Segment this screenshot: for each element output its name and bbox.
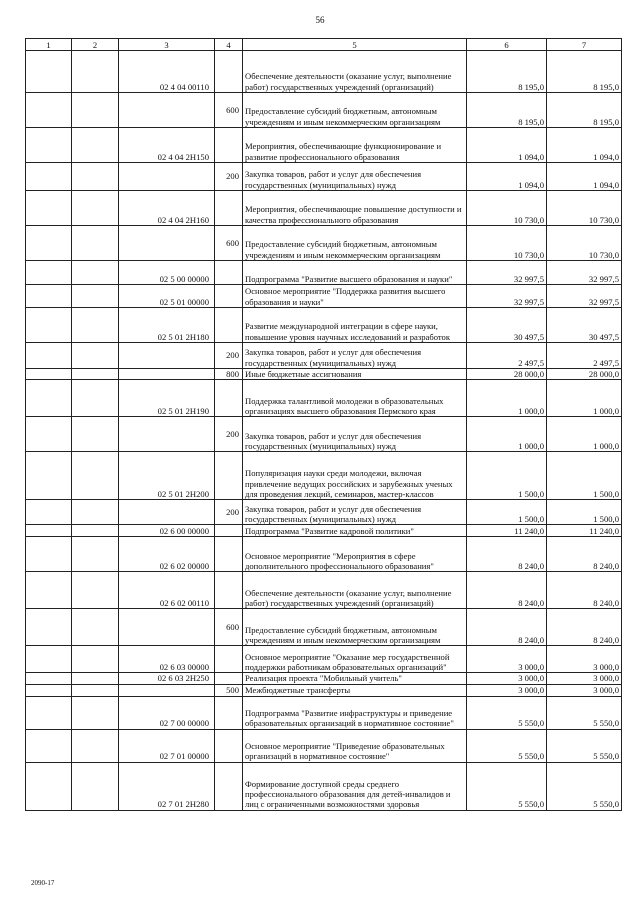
cell-amount-2: 3 000,0 bbox=[547, 684, 622, 696]
cell-amount-1: 1 500,0 bbox=[467, 500, 547, 525]
cell-col-2 bbox=[72, 226, 119, 261]
cell-amount-1: 28 000,0 bbox=[467, 369, 547, 380]
cell-code: 02 6 02 00110 bbox=[119, 572, 215, 609]
cell-expense-type: 200 bbox=[215, 343, 243, 369]
cell-amount-2: 32 997,5 bbox=[547, 285, 622, 308]
cell-col-2 bbox=[72, 673, 119, 684]
cell-expense-type bbox=[215, 261, 243, 285]
cell-code bbox=[119, 93, 215, 128]
cell-col-2 bbox=[72, 261, 119, 285]
cell-col-1 bbox=[26, 525, 72, 537]
cell-col-1 bbox=[26, 646, 72, 673]
table-row bbox=[26, 684, 622, 696]
cell-expense-type bbox=[215, 572, 243, 609]
cell-expense-type bbox=[215, 51, 243, 93]
cell-code bbox=[119, 684, 215, 696]
cell-name: Закупка товаров, работ и услуг для обеспечения государственных (муниципальных) нужд bbox=[243, 163, 467, 191]
cell-name: Основное мероприятие "Мероприятия в сфере дополнительного профессионального образования" bbox=[243, 537, 467, 572]
header-col-1: 1 bbox=[26, 39, 72, 51]
cell-amount-1: 5 550,0 bbox=[467, 729, 547, 762]
cell-name: Популяризация науки среди молодежи, включая привлечение ведущих российских и зарубежных ученых для проведения лекций, семинаров, мастер-классов bbox=[243, 452, 467, 500]
table-row bbox=[26, 500, 622, 525]
cell-col-1 bbox=[26, 261, 72, 285]
cell-code: 02 5 01 2Н180 bbox=[119, 308, 215, 343]
cell-code: 02 5 01 2Н200 bbox=[119, 452, 215, 500]
cell-col-2 bbox=[72, 51, 119, 93]
cell-name: Формирование доступной среды среднего профессионального образования для детей-инвалидов и лиц с ограниченными возможностями здоровья bbox=[243, 762, 467, 810]
cell-col-2 bbox=[72, 163, 119, 191]
cell-expense-type: 500 bbox=[215, 684, 243, 696]
cell-amount-1: 11 240,0 bbox=[467, 525, 547, 537]
page-number: 56 bbox=[315, 15, 325, 25]
cell-amount-1: 1 000,0 bbox=[467, 417, 547, 452]
cell-amount-1: 32 997,5 bbox=[467, 261, 547, 285]
cell-col-2 bbox=[72, 380, 119, 417]
cell-code bbox=[119, 609, 215, 646]
cell-col-1 bbox=[26, 609, 72, 646]
cell-amount-1: 5 550,0 bbox=[467, 696, 547, 729]
table-row bbox=[26, 762, 622, 810]
table-row bbox=[26, 369, 622, 380]
cell-amount-1: 1 000,0 bbox=[467, 380, 547, 417]
cell-amount-2: 5 550,0 bbox=[547, 729, 622, 762]
cell-amount-2: 8 195,0 bbox=[547, 51, 622, 93]
cell-col-1 bbox=[26, 537, 72, 572]
cell-expense-type bbox=[215, 380, 243, 417]
cell-code bbox=[119, 163, 215, 191]
cell-amount-1: 10 730,0 bbox=[467, 191, 547, 226]
cell-col-2 bbox=[72, 308, 119, 343]
cell-code bbox=[119, 226, 215, 261]
cell-amount-2: 11 240,0 bbox=[547, 525, 622, 537]
cell-col-1 bbox=[26, 380, 72, 417]
cell-expense-type bbox=[215, 646, 243, 673]
cell-code: 02 4 04 2Н150 bbox=[119, 128, 215, 163]
cell-code: 02 6 03 00000 bbox=[119, 646, 215, 673]
cell-code bbox=[119, 369, 215, 380]
cell-amount-1: 3 000,0 bbox=[467, 684, 547, 696]
cell-expense-type bbox=[215, 308, 243, 343]
cell-col-2 bbox=[72, 525, 119, 537]
cell-col-2 bbox=[72, 93, 119, 128]
cell-expense-type bbox=[215, 128, 243, 163]
cell-name: Предоставление субсидий бюджетным, автономным учреждениям и иным некоммерческим организациям bbox=[243, 226, 467, 261]
cell-col-1 bbox=[26, 369, 72, 380]
cell-name: Основное мероприятие "Приведение образовательных организаций в нормативное состояние" bbox=[243, 729, 467, 762]
cell-name: Обеспечение деятельности (оказание услуг, выполнение работ) государственных учреждений (организаций) bbox=[243, 572, 467, 609]
cell-amount-1: 3 000,0 bbox=[467, 673, 547, 684]
cell-name: Основное мероприятие "Поддержка развития высшего образования и науки" bbox=[243, 285, 467, 308]
cell-amount-1: 8 240,0 bbox=[467, 609, 547, 646]
table-row bbox=[26, 646, 622, 673]
cell-amount-1: 8 240,0 bbox=[467, 537, 547, 572]
cell-amount-2: 8 240,0 bbox=[547, 609, 622, 646]
cell-col-1 bbox=[26, 684, 72, 696]
cell-amount-2: 30 497,5 bbox=[547, 308, 622, 343]
cell-col-2 bbox=[72, 572, 119, 609]
cell-name: Иные бюджетные ассигнования bbox=[243, 369, 467, 380]
table-row bbox=[26, 308, 622, 343]
table-row bbox=[26, 380, 622, 417]
cell-expense-type: 600 bbox=[215, 93, 243, 128]
cell-amount-2: 32 997,5 bbox=[547, 261, 622, 285]
cell-expense-type bbox=[215, 537, 243, 572]
cell-col-1 bbox=[26, 93, 72, 128]
cell-code bbox=[119, 500, 215, 525]
table-body bbox=[26, 51, 622, 811]
cell-col-1 bbox=[26, 452, 72, 500]
cell-code: 02 6 03 2Н250 bbox=[119, 673, 215, 684]
cell-expense-type bbox=[215, 762, 243, 810]
budget-table bbox=[25, 38, 622, 811]
cell-name: Предоставление субсидий бюджетным, автономным учреждениям и иным некоммерческим организациям bbox=[243, 93, 467, 128]
cell-col-1 bbox=[26, 762, 72, 810]
cell-name: Подпрограмма "Развитие инфраструктуры и приведение образовательных организаций в нормативное состояние" bbox=[243, 696, 467, 729]
cell-col-2 bbox=[72, 696, 119, 729]
cell-code: 02 7 00 00000 bbox=[119, 696, 215, 729]
table-row bbox=[26, 93, 622, 128]
cell-name: Реализация проекта "Мобильный учитель" bbox=[243, 673, 467, 684]
cell-col-2 bbox=[72, 285, 119, 308]
cell-col-1 bbox=[26, 191, 72, 226]
table-row bbox=[26, 261, 622, 285]
cell-amount-2: 1 000,0 bbox=[547, 380, 622, 417]
cell-amount-2: 8 240,0 bbox=[547, 572, 622, 609]
table-row bbox=[26, 191, 622, 226]
header-col-2: 2 bbox=[72, 39, 119, 51]
cell-col-1 bbox=[26, 696, 72, 729]
header-col-6: 6 bbox=[467, 39, 547, 51]
cell-col-1 bbox=[26, 226, 72, 261]
cell-col-2 bbox=[72, 500, 119, 525]
table-row bbox=[26, 226, 622, 261]
cell-name: Предоставление субсидий бюджетным, автономным учреждениям и иным некоммерческим организациям bbox=[243, 609, 467, 646]
cell-code bbox=[119, 417, 215, 452]
table-row bbox=[26, 525, 622, 537]
table-row bbox=[26, 128, 622, 163]
cell-expense-type bbox=[215, 191, 243, 226]
table-row bbox=[26, 51, 622, 93]
table-row bbox=[26, 163, 622, 191]
cell-code: 02 5 01 2Н190 bbox=[119, 380, 215, 417]
cell-amount-2: 3 000,0 bbox=[547, 646, 622, 673]
header-col-4: 4 bbox=[215, 39, 243, 51]
cell-amount-2: 1 500,0 bbox=[547, 452, 622, 500]
cell-col-2 bbox=[72, 343, 119, 369]
cell-name: Подпрограмма "Развитие высшего образования и науки" bbox=[243, 261, 467, 285]
cell-expense-type: 800 bbox=[215, 369, 243, 380]
cell-amount-2: 8 240,0 bbox=[547, 537, 622, 572]
table-row bbox=[26, 609, 622, 646]
cell-name: Поддержка талантливой молодежи в образовательных организациях высшего образования Пермского края bbox=[243, 380, 467, 417]
cell-amount-1: 8 195,0 bbox=[467, 93, 547, 128]
header-row bbox=[26, 39, 622, 51]
cell-amount-2: 2 497,5 bbox=[547, 343, 622, 369]
cell-col-2 bbox=[72, 369, 119, 380]
cell-col-2 bbox=[72, 191, 119, 226]
cell-col-1 bbox=[26, 729, 72, 762]
cell-col-1 bbox=[26, 51, 72, 93]
cell-amount-1: 2 497,5 bbox=[467, 343, 547, 369]
cell-col-1 bbox=[26, 500, 72, 525]
cell-expense-type bbox=[215, 673, 243, 684]
cell-expense-type bbox=[215, 729, 243, 762]
cell-code: 02 7 01 2Н280 bbox=[119, 762, 215, 810]
table-row bbox=[26, 343, 622, 369]
cell-amount-1: 3 000,0 bbox=[467, 646, 547, 673]
cell-name: Развитие международной интеграции в сфере науки, повышение уровня научных исследований и разработок bbox=[243, 308, 467, 343]
cell-expense-type bbox=[215, 285, 243, 308]
cell-col-2 bbox=[72, 537, 119, 572]
table-row bbox=[26, 696, 622, 729]
cell-col-2 bbox=[72, 646, 119, 673]
cell-code: 02 4 04 2Н160 bbox=[119, 191, 215, 226]
cell-amount-1: 32 997,5 bbox=[467, 285, 547, 308]
cell-amount-2: 5 550,0 bbox=[547, 762, 622, 810]
cell-code: 02 7 01 00000 bbox=[119, 729, 215, 762]
cell-amount-1: 30 497,5 bbox=[467, 308, 547, 343]
cell-col-2 bbox=[72, 128, 119, 163]
header-col-7: 7 bbox=[547, 39, 622, 51]
cell-col-1 bbox=[26, 572, 72, 609]
cell-amount-1: 1 094,0 bbox=[467, 163, 547, 191]
cell-col-1 bbox=[26, 673, 72, 684]
footer-code: 2090-17 bbox=[31, 879, 55, 887]
cell-expense-type: 200 bbox=[215, 500, 243, 525]
cell-expense-type bbox=[215, 525, 243, 537]
cell-code: 02 5 01 00000 bbox=[119, 285, 215, 308]
cell-code: 02 5 00 00000 bbox=[119, 261, 215, 285]
cell-code bbox=[119, 343, 215, 369]
cell-code: 02 6 02 00000 bbox=[119, 537, 215, 572]
cell-col-1 bbox=[26, 308, 72, 343]
cell-expense-type: 200 bbox=[215, 163, 243, 191]
cell-name: Обеспечение деятельности (оказание услуг, выполнение работ) государственных учреждений (организаций) bbox=[243, 51, 467, 93]
cell-code: 02 6 00 00000 bbox=[119, 525, 215, 537]
cell-name: Мероприятия, обеспечивающие функционирование и развитие профессионального образования bbox=[243, 128, 467, 163]
cell-amount-2: 5 550,0 bbox=[547, 696, 622, 729]
cell-amount-1: 1 094,0 bbox=[467, 128, 547, 163]
cell-col-1 bbox=[26, 163, 72, 191]
cell-expense-type bbox=[215, 452, 243, 500]
cell-amount-2: 8 195,0 bbox=[547, 93, 622, 128]
cell-name: Подпрограмма "Развитие кадровой политики" bbox=[243, 525, 467, 537]
cell-expense-type: 200 bbox=[215, 417, 243, 452]
table-row bbox=[26, 572, 622, 609]
cell-expense-type: 600 bbox=[215, 609, 243, 646]
table-row bbox=[26, 285, 622, 308]
cell-col-2 bbox=[72, 729, 119, 762]
table-row bbox=[26, 417, 622, 452]
cell-amount-2: 10 730,0 bbox=[547, 191, 622, 226]
cell-col-1 bbox=[26, 417, 72, 452]
cell-amount-2: 1 094,0 bbox=[547, 128, 622, 163]
cell-amount-2: 1 000,0 bbox=[547, 417, 622, 452]
table-row bbox=[26, 537, 622, 572]
header-col-3: 3 bbox=[119, 39, 215, 51]
cell-col-2 bbox=[72, 609, 119, 646]
cell-col-1 bbox=[26, 343, 72, 369]
cell-col-1 bbox=[26, 285, 72, 308]
cell-expense-type bbox=[215, 696, 243, 729]
cell-amount-2: 1 094,0 bbox=[547, 163, 622, 191]
table-row bbox=[26, 673, 622, 684]
cell-amount-2: 10 730,0 bbox=[547, 226, 622, 261]
cell-col-1 bbox=[26, 128, 72, 163]
cell-amount-2: 1 500,0 bbox=[547, 500, 622, 525]
cell-name: Закупка товаров, работ и услуг для обеспечения государственных (муниципальных) нужд bbox=[243, 500, 467, 525]
cell-col-2 bbox=[72, 417, 119, 452]
cell-col-2 bbox=[72, 684, 119, 696]
cell-name: Закупка товаров, работ и услуг для обеспечения государственных (муниципальных) нужд bbox=[243, 343, 467, 369]
cell-amount-2: 28 000,0 bbox=[547, 369, 622, 380]
cell-amount-1: 8 240,0 bbox=[467, 572, 547, 609]
cell-col-2 bbox=[72, 452, 119, 500]
cell-name: Мероприятия, обеспечивающие повышение доступности и качества профессионального образования bbox=[243, 191, 467, 226]
cell-amount-1: 5 550,0 bbox=[467, 762, 547, 810]
cell-name: Закупка товаров, работ и услуг для обеспечения государственных (муниципальных) нужд bbox=[243, 417, 467, 452]
cell-amount-1: 1 500,0 bbox=[467, 452, 547, 500]
cell-code: 02 4 04 00110 bbox=[119, 51, 215, 93]
cell-col-2 bbox=[72, 762, 119, 810]
cell-amount-1: 8 195,0 bbox=[467, 51, 547, 93]
table-header bbox=[26, 39, 622, 51]
cell-name: Межбюджетные трансферты bbox=[243, 684, 467, 696]
header-col-5: 5 bbox=[243, 39, 467, 51]
cell-name: Основное мероприятие "Оказание мер государственной поддержки работникам образовательных организаций" bbox=[243, 646, 467, 673]
cell-amount-1: 10 730,0 bbox=[467, 226, 547, 261]
table-row bbox=[26, 452, 622, 500]
cell-expense-type: 600 bbox=[215, 226, 243, 261]
table-row bbox=[26, 729, 622, 762]
cell-amount-2: 3 000,0 bbox=[547, 673, 622, 684]
